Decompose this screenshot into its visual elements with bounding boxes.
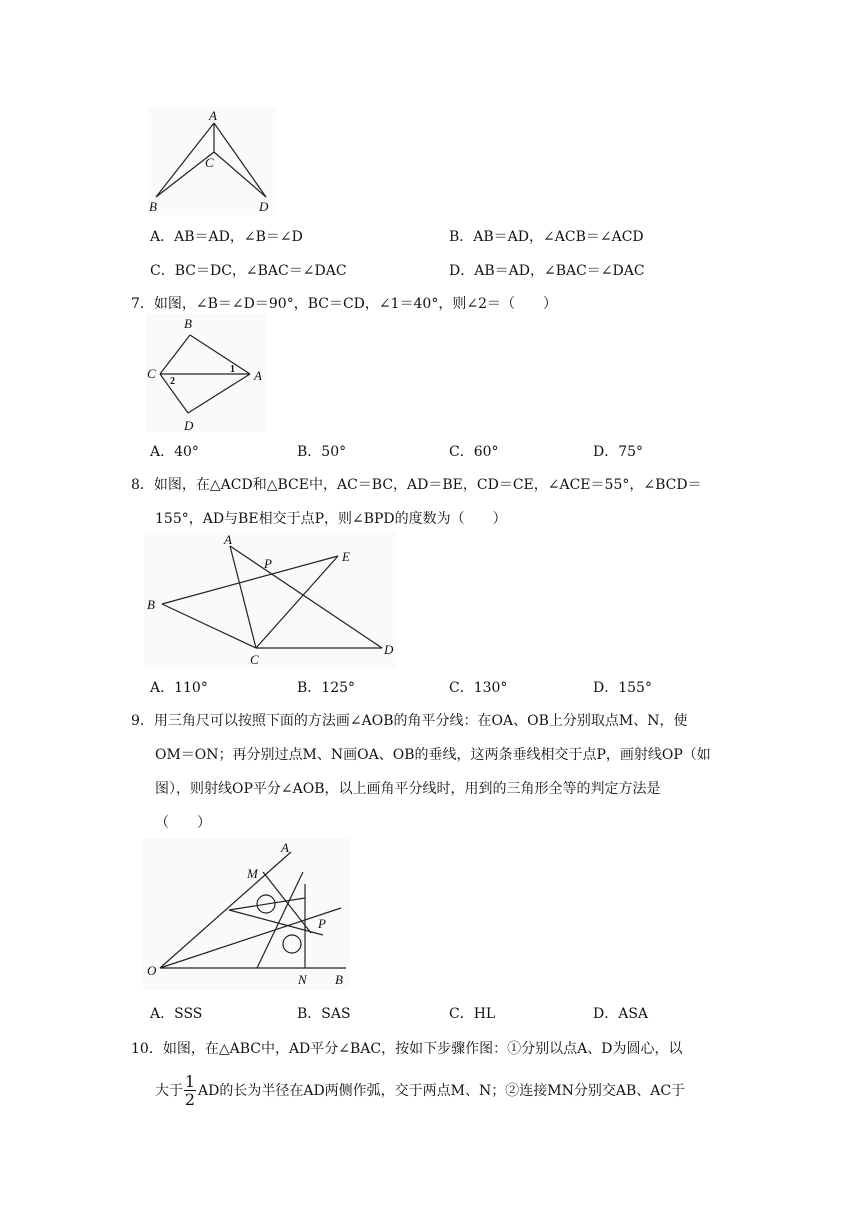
- q7-label-a: A: [254, 368, 262, 383]
- q8-option-b[interactable]: B．125°: [297, 680, 356, 696]
- q9-figure: [143, 838, 349, 990]
- q8-stem-line1: 8．如图，在△ACD和△BCE中，AC＝BC，AD＝BE，CD＝CE，∠ACE＝55°，∠BCD＝: [131, 477, 702, 493]
- q10-stem-line2: AD的长为半径在AD两侧作弧，交于两点M、N；②连接MN分别交AB、AC于: [198, 1083, 686, 1099]
- q8-label-p: P: [264, 556, 272, 571]
- q7-label-b: B: [184, 316, 192, 331]
- q8-label-c: C: [250, 652, 259, 667]
- q9-label-p: P: [318, 916, 326, 931]
- q9-option-d[interactable]: D．ASA: [593, 1006, 649, 1022]
- q6-option-a[interactable]: A．AB＝AD，∠B＝∠D: [150, 229, 303, 245]
- q9-stem-line1: 9．用三角尺可以按照下面的方法画∠AOB的角平分线：在OA、OB上分别取点M、N，使: [131, 713, 688, 729]
- q9-stem-line4: （ ）: [155, 815, 211, 831]
- q9-option-b[interactable]: B．SAS: [297, 1006, 351, 1022]
- q7-option-d[interactable]: D．75°: [593, 444, 644, 460]
- q8-figure-svg: [144, 532, 396, 668]
- q8-option-a[interactable]: A．110°: [150, 680, 208, 696]
- q9-option-a[interactable]: A．SSS: [150, 1006, 203, 1022]
- q9-stem-line3: 图），则射线OP平分∠AOB，以上画角平分线时，用到的三角形全等的判定方法是: [155, 781, 661, 797]
- q7-figure-svg: [146, 314, 266, 432]
- q8-figure: [144, 532, 396, 668]
- q10-stem-prefix: 大于: [155, 1083, 183, 1099]
- q9-figure-svg: [143, 838, 349, 990]
- q7-stem: 7．如图，∠B＝∠D＝90°，BC＝CD，∠1＝40°，则∠2＝（ ）: [131, 296, 557, 312]
- q6-figure: [148, 107, 276, 215]
- q9-label-n: N: [298, 972, 307, 987]
- q7-option-a[interactable]: A．40°: [150, 444, 199, 460]
- q6-label-d: D: [259, 199, 269, 214]
- q8-option-c[interactable]: C．130°: [449, 680, 508, 696]
- q9-label-o: O: [147, 963, 157, 978]
- q6-label-c: C: [205, 155, 214, 170]
- q8-label-d: D: [384, 642, 394, 657]
- q6-option-c[interactable]: C．BC＝DC，∠BAC＝∠DAC: [150, 263, 347, 279]
- q6-option-d[interactable]: D．AB＝AD，∠BAC＝∠DAC: [449, 263, 645, 279]
- q6-label-a: A: [209, 108, 217, 123]
- q8-option-d[interactable]: D．155°: [593, 680, 652, 696]
- q10-fraction-denominator: 2: [184, 1090, 196, 1109]
- q8-label-a: A: [224, 532, 232, 547]
- q8-label-b: B: [147, 597, 155, 612]
- q7-option-b[interactable]: B．50°: [297, 444, 347, 460]
- q9-label-m: M: [247, 866, 258, 881]
- q9-option-c[interactable]: C．HL: [449, 1006, 496, 1022]
- q6-figure-svg: [148, 107, 276, 215]
- q8-label-e: E: [342, 549, 350, 564]
- q6-option-b[interactable]: B．AB＝AD，∠ACB＝∠ACD: [449, 229, 644, 245]
- q6-label-b: B: [149, 199, 157, 214]
- q7-angle-2-label: 2: [170, 376, 175, 387]
- q8-stem-line2: 155°，AD与BE相交于点P，则∠BPD的度数为（ ）: [155, 511, 507, 527]
- q7-label-c: C: [147, 366, 156, 381]
- q9-label-b: B: [335, 972, 343, 987]
- q10-stem-line1: 10．如图，在△ABC中，AD平分∠BAC，按如下步骤作图：①分别以点A、D为圆心，以: [131, 1041, 683, 1057]
- q7-option-c[interactable]: C．60°: [449, 444, 499, 460]
- q10-fraction: [183, 1073, 197, 1108]
- q9-label-a: A: [281, 840, 289, 855]
- q7-figure: [146, 314, 266, 432]
- q7-label-d: D: [184, 418, 194, 432]
- q7-angle-1-label: 1: [230, 364, 235, 375]
- q9-stem-line2: OM＝ON；再分别过点M、N画OA、OB的垂线，这两条垂线相交于点P，画射线OP（如: [155, 747, 711, 763]
- q10-fraction-numerator: 1: [184, 1072, 196, 1091]
